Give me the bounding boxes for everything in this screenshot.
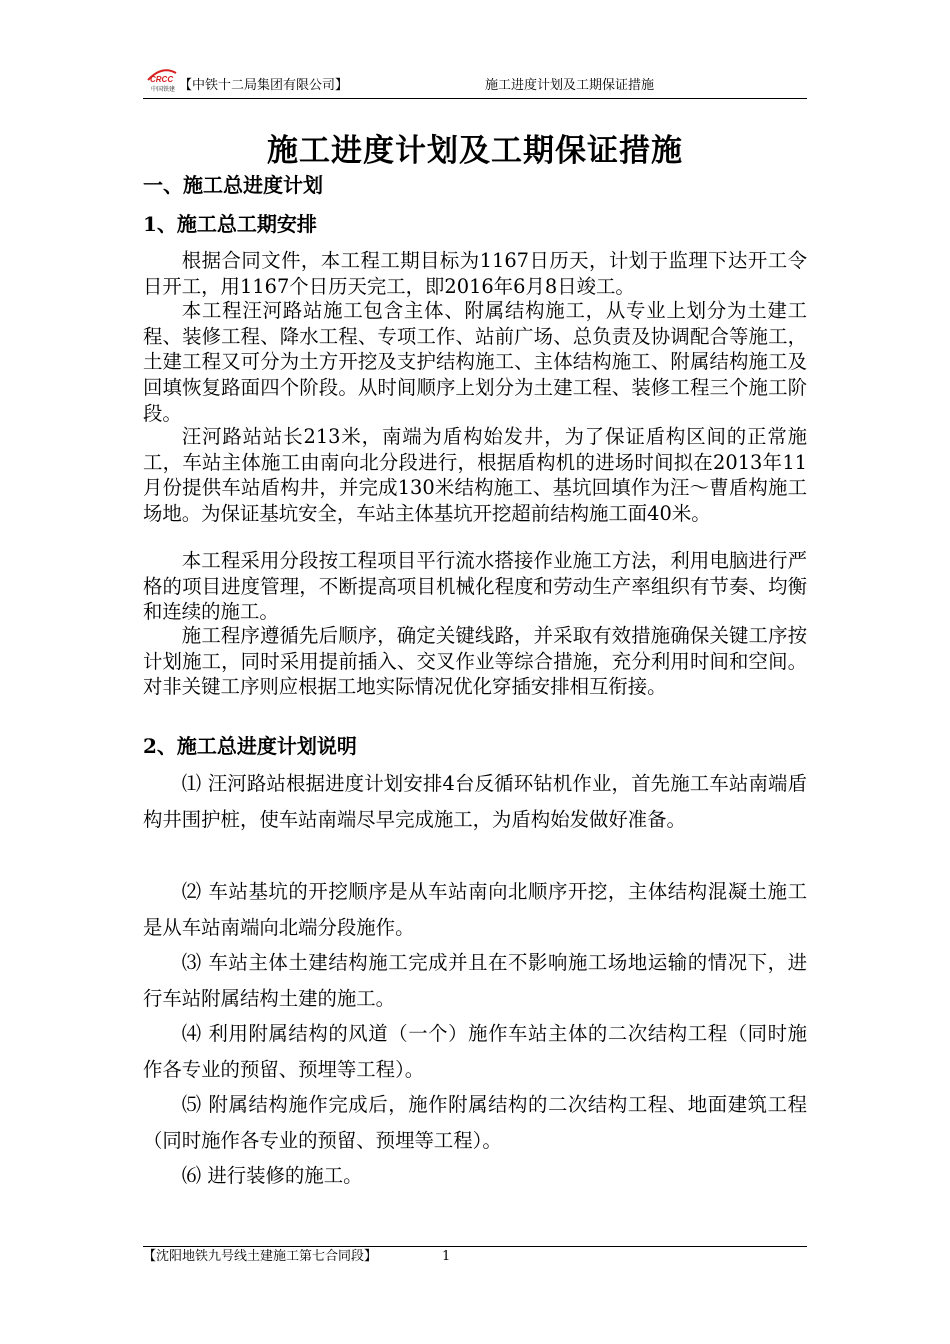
- logo-subtext: 中国铁建: [150, 86, 175, 93]
- list-item: ⑴ 汪河路站根据进度计划安排4台反循环钻机作业，首先施工车站南端盾构井围护桩，使车站南端尽早完成施工，为盾构始发做好准备。: [143, 772, 807, 831]
- list-item: ⑷ 利用附属结构的风道（一个）施作车站主体的二次结构工程（同时施作各专业的预留、预埋等工程）。: [143, 1022, 807, 1081]
- page-header: [143, 66, 807, 98]
- header-divider: [143, 98, 807, 99]
- list-item: ⑵ 车站基坑的开挖顺序是从车站南向北顺序开挖，主体结构混凝土施工是从车站南端向北端分段施作。: [143, 880, 807, 939]
- crcc-logo-icon: [147, 68, 177, 84]
- logo-text: CRCC: [150, 75, 174, 84]
- paragraph-4: 本工程采用分段按工程项目平行流水搭接作业施工方法，利用电脑进行严格的项目进度管理，不断提高项目机械化程度和劳动生产率组织有节奏、均衡和连续的施工。: [143, 549, 807, 624]
- header-doc-title: 施工进度计划及工期保证措施: [485, 78, 655, 93]
- paragraph-1: 根据合同文件，本工程工期目标为1167日历天，计划于监理下达开工令日开工，用1167个日历天完工，即2016年6月8日竣工。: [143, 249, 807, 298]
- list-item: ⑹ 进行装修的施工。: [181, 1164, 363, 1187]
- subsection-heading-2: 2、施工总进度计划说明: [143, 734, 357, 758]
- paragraph-5: 施工程序遵循先后顺序，确定关键线路，并采取有效措施确保关键工序按计划施工，同时采用提前插入、交叉作业等综合措施，充分利用时间和空间。对非关键工序则应根据工地实际情况优化穿插安排相互衔接。: [143, 624, 807, 699]
- company-logo: [145, 68, 179, 96]
- list-item: ⑸ 附属结构施作完成后，施作附属结构的二次结构工程、地面建筑工程（同时施作各专业的预留、预埋等工程）。: [143, 1093, 807, 1152]
- header-company: 【中铁十二局集团有限公司】: [179, 78, 349, 93]
- subsection-heading-1: 1、施工总工期安排: [143, 212, 317, 236]
- paragraph-2: 本工程汪河路站施工包含主体、附属结构施工，从专业上划分为土建工程、装修工程、降水工程、专项工作、站前广场、总负责及协调配合等施工，土建工程又可分为土方开挖及支护结构施工、主体结构施工、附属结构施工及回填恢复路面四个阶段。从时间顺序上划分为土建工程、装修工程三个施工阶段。: [143, 299, 807, 425]
- footer-project: 【沈阳地铁九号线土建施工第七合同段】: [143, 1249, 378, 1264]
- list-item: ⑶ 车站主体土建结构施工完成并且在不影响施工场地运输的情况下，进行车站附属结构土建的施工。: [143, 951, 807, 1010]
- paragraph-3: 汪河路站站长213米，南端为盾构始发井，为了保证盾构区间的正常施工，车站主体施工由南向北分段进行，根据盾构机的进场时间拟在2013年11月份提供车站盾构井，并完成130米结构施工、基坑回填作为汪～曹盾构施工场地。为保证基坑安全，车站主体基坑开挖超前结构施工面40米。: [143, 425, 807, 526]
- page-title: 施工进度计划及工期保证措施: [267, 133, 683, 169]
- page-number: 1: [442, 1249, 451, 1264]
- section-heading: 一、施工总进度计划: [143, 173, 323, 197]
- footer-divider: [143, 1246, 807, 1247]
